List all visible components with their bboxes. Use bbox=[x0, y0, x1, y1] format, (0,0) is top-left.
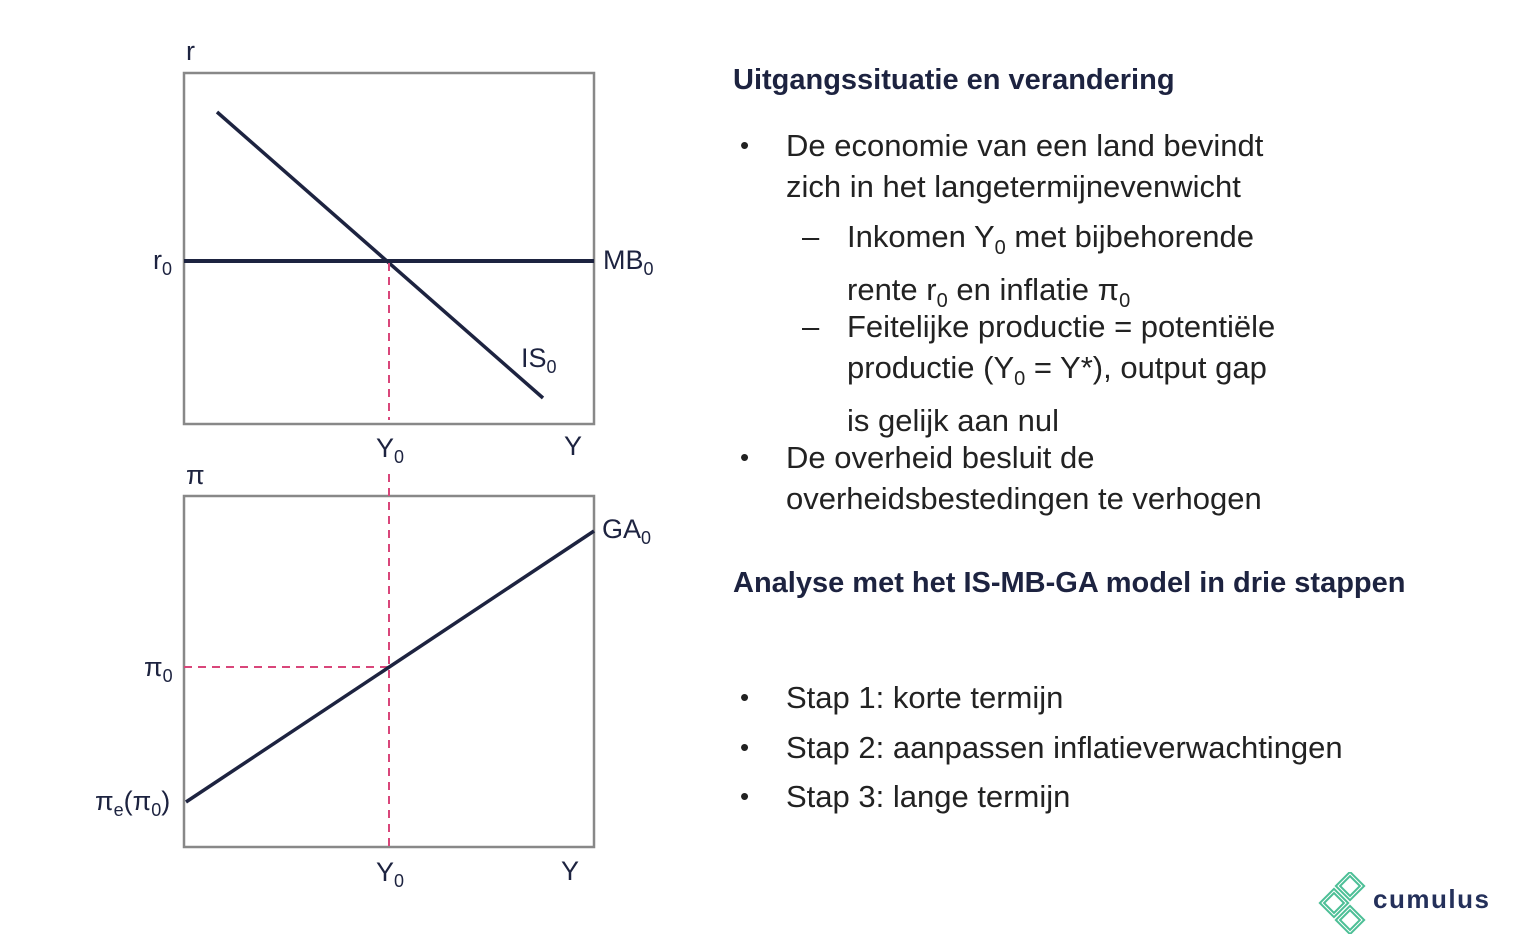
bullet-1-text: De economie van een land bevindt zich in het langetermijnevenwicht bbox=[786, 128, 1264, 204]
ga0-label: $GA_0$ bbox=[602, 514, 652, 548]
pi-axis-label: π bbox=[186, 460, 205, 490]
heading-uitgangssituatie: Uitgangssituatie en verandering bbox=[733, 64, 1175, 96]
y-axis-label-bottom: Y bbox=[561, 856, 580, 886]
bullet-2-text: De overheid besluit de overheidsbestedingen te verhogen bbox=[786, 440, 1262, 516]
y-axis-label-top: Y bbox=[564, 431, 583, 461]
bullet: • bbox=[740, 732, 750, 762]
step-1: Stap 1: korte termijn bbox=[786, 680, 1064, 715]
r0-label: $r_0$ bbox=[153, 245, 173, 279]
bullet: • bbox=[740, 442, 750, 472]
is-curve bbox=[217, 112, 543, 398]
dash: – bbox=[802, 219, 820, 254]
mb0-label: $MB_0$ bbox=[603, 245, 654, 279]
r-axis-label: r bbox=[186, 36, 195, 66]
bullet: • bbox=[740, 130, 750, 160]
y0-label-bottom: $Y_0$ bbox=[376, 857, 405, 891]
heading-analyse: Analyse met het IS-MB-GA model in drie stappen bbox=[733, 567, 1406, 599]
cumulus-logo-icon bbox=[1318, 872, 1370, 934]
dash: – bbox=[802, 309, 820, 344]
subbullet-1-text: Inkomen $Y_0$ met bijbehorende rente $r_0$ en inflatie $\pi_0$ bbox=[847, 219, 1254, 312]
step-2: Stap 2: aanpassen inflatieverwachtingen bbox=[786, 730, 1343, 765]
bullet: • bbox=[740, 682, 750, 712]
step-3: Stap 3: lange termijn bbox=[786, 779, 1071, 814]
bullet: • bbox=[740, 781, 750, 811]
y0-label-top: $Y_0$ bbox=[376, 433, 405, 467]
pie-label: $\pi_e(\pi_0)$ bbox=[95, 786, 171, 820]
subbullet-2-text: Feitelijke productie = potentiële productie $(Y_0 = Y*)$, output gap is gelijk aan nul bbox=[847, 309, 1276, 438]
pi0-label: $\pi_0$ bbox=[144, 652, 173, 686]
is0-label: $IS_0$ bbox=[521, 343, 557, 377]
cumulus-logo-text: cumulus bbox=[1373, 884, 1491, 914]
